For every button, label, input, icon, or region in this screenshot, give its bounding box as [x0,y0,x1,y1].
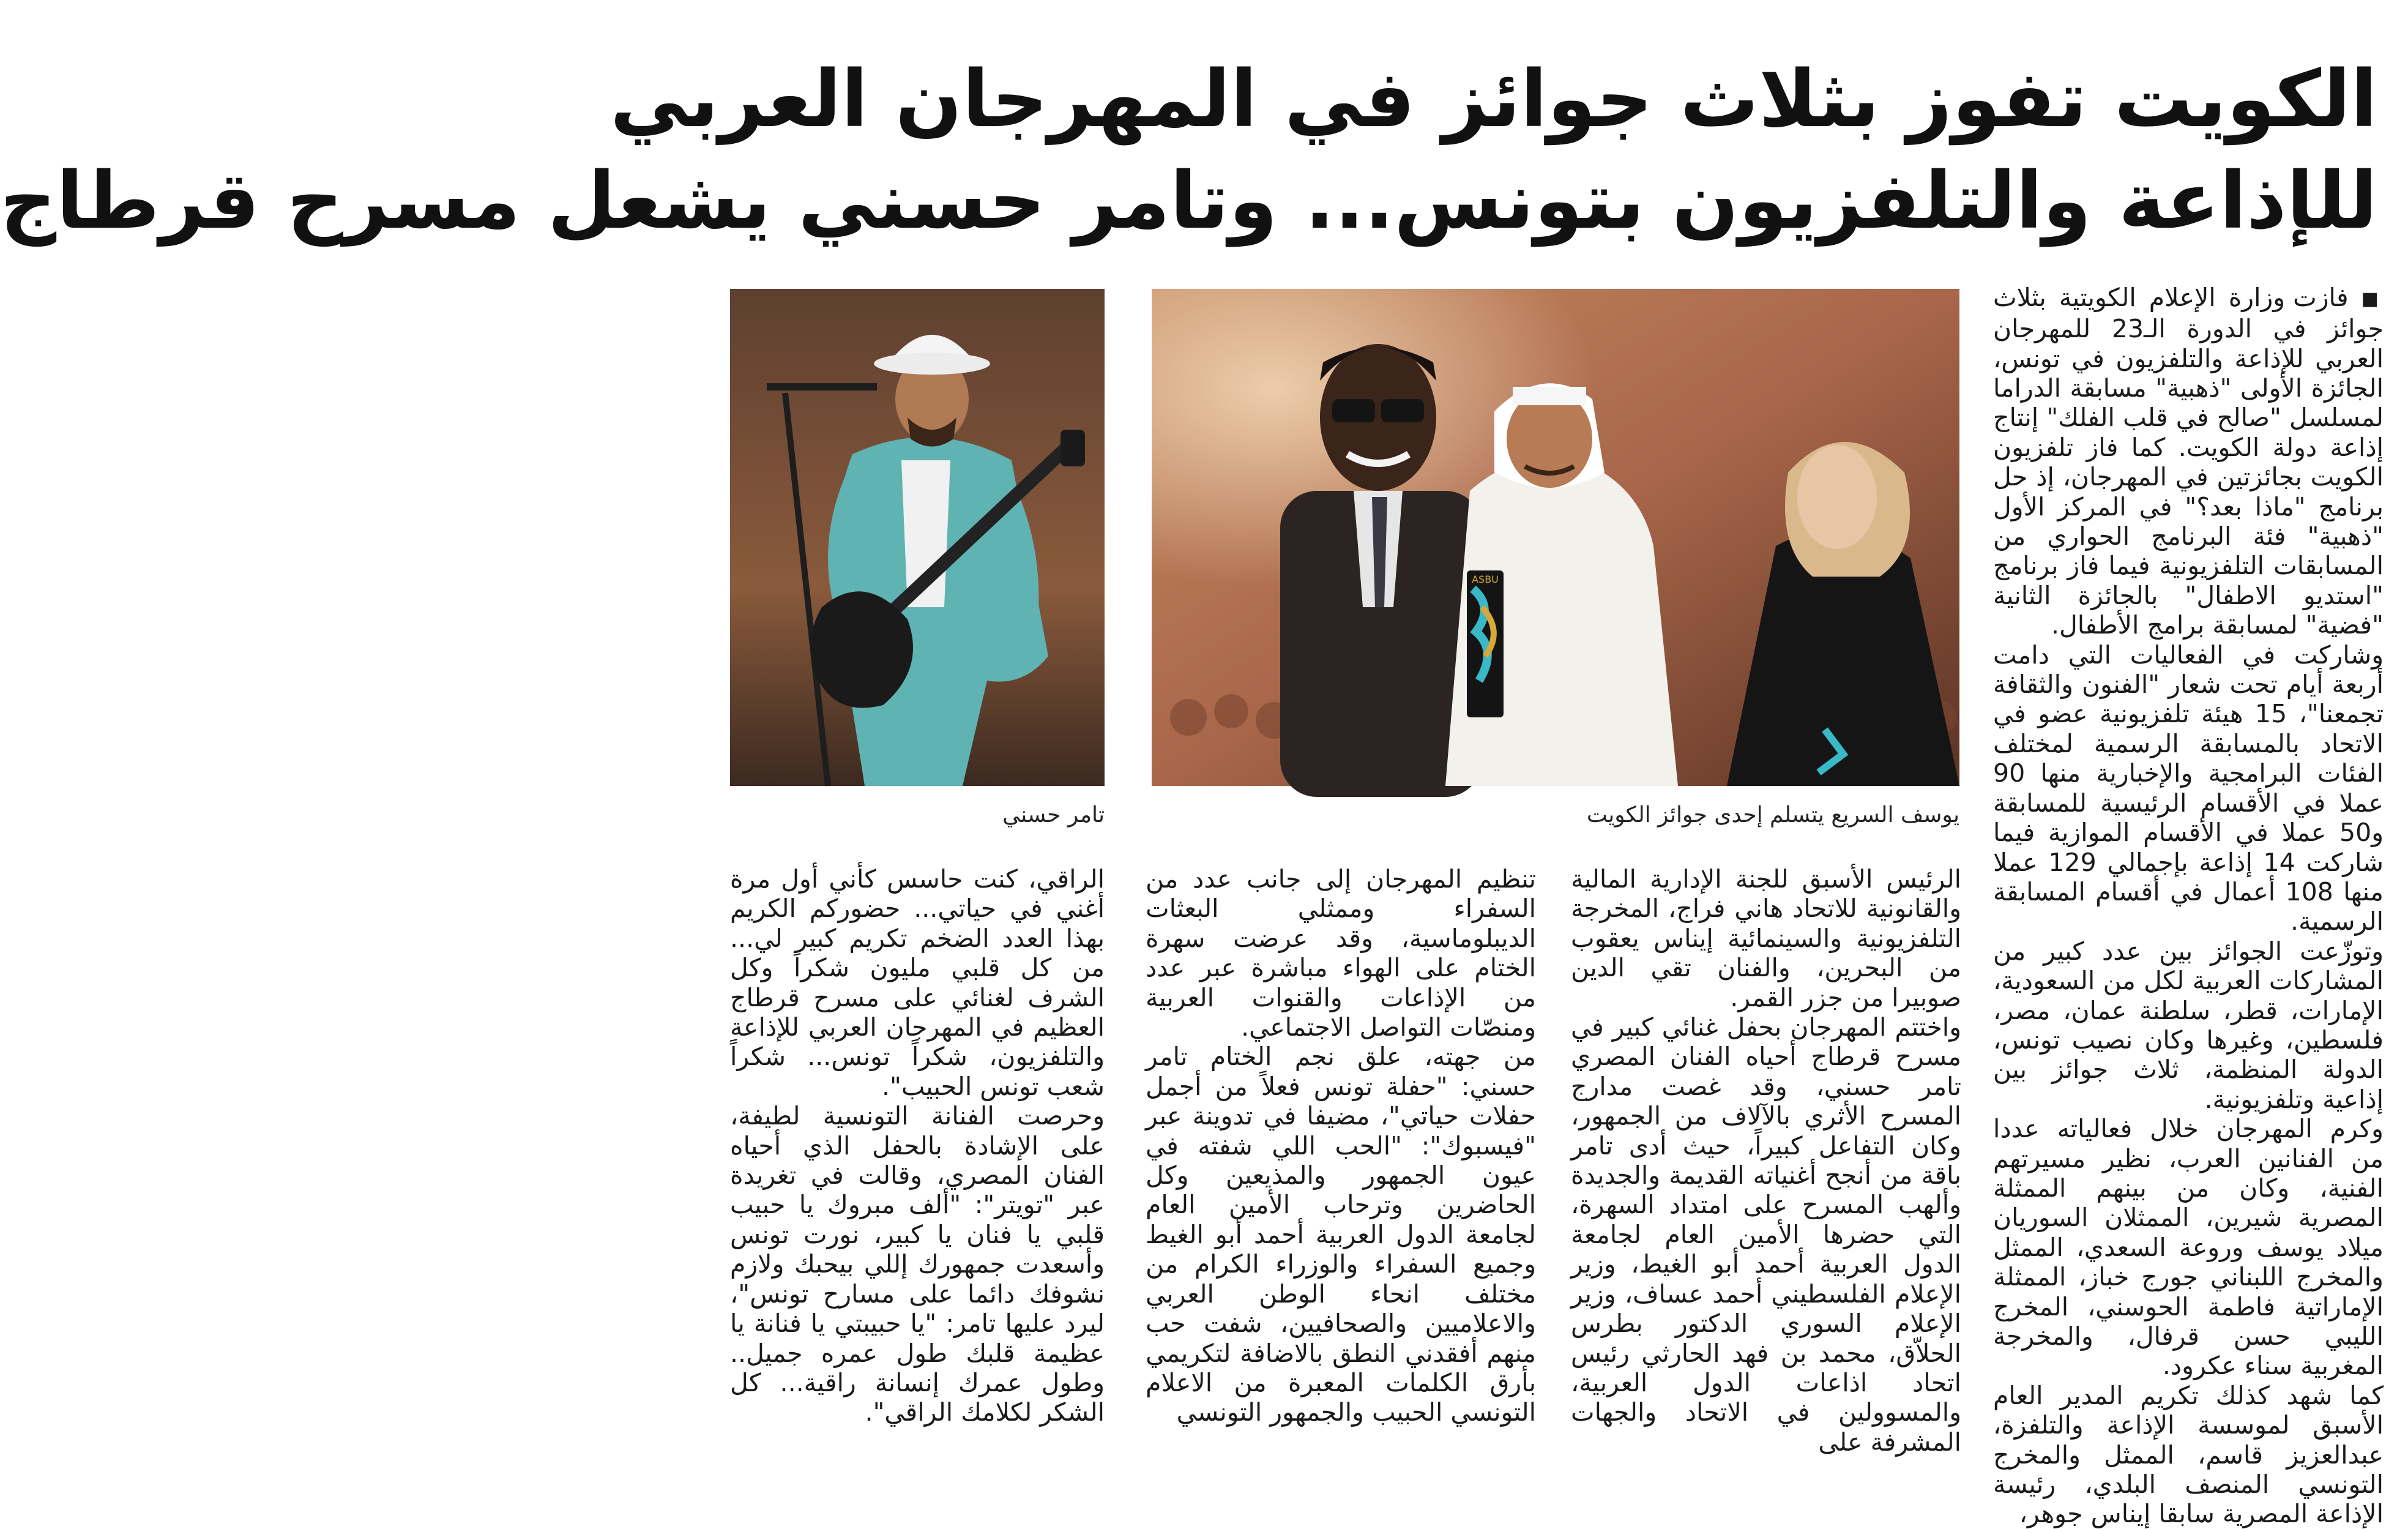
article-column-4 [730,864,1105,1427]
column-1-paragraph-1 [1993,283,2384,640]
award-photo-caption: يوسف السريع يتسلم إحدى جوائز الكويت [1586,802,1959,828]
column-1-paragraph-2: وشاركت في الفعاليات التي دامت أربعة أيام تحت شعار "الفنون والثقافة تجمعنا"، 15 هيئة تلفزيونية عضو في الاتحاد بالمسابقة الرسمية لمختلف الفئات البرامجية والإخبارية منها 90 عملا في الأقسام الرئيسية للمسابقة و50 عملا في الأقسام الموازية فيما شاركت 14 إذاعة بإجمالي 129 عملا منها 108 أعمال في أقسام المسابقة الرسمية. [1993,640,2384,936]
award-photo-image [1152,289,1959,786]
trophy-label: ASBU [1472,574,1499,585]
column-2-paragraph-2: واختتم المهرجان بحفل غنائي كبير في مسرح قرطاج أحياه الفنان المصري تامر حسني، وقد غصت مدارج المسرح الأثري بالآلاف من الجمهور، وكان التفاعل كبيراً، حيث أدى تامر باقة من أنجح أغنياته القديمة والجديدة وألهب المسرح على امتداد السهرة، التي حضرها الأمين العام لجامعة الدول العربية أحمد أبو الغيط، وزير الإعلام الفلسطيني أحمد عساف، وزير الإعلام السوري الدكتور بطرس الحلاّق، محمد بن فهد الحارثي رئيس اتحاد اذاعات الدول العربية، والمسوولين في الاتحاد والجهات المشرفة على [1571,1012,1961,1457]
column-2-paragraph-1: الرئيس الأسبق للجنة الإدارية المالية والقانونية للاتحاد هاني فراج، المخرجة التلفزيونية والسينمائية إيناس يعقوب من البحرين، والفنان تقي الدين صوبيرا من جزر القمر. [1571,864,1961,1012]
article-column-1 [1993,283,2384,1529]
column-1-paragraph-3: وتوزّعت الجوائز بين عدد كبير من المشاركات العربية لكل من السعودية، الإمارات، قطر، سلطنة عمان، مصر، فلسطين، وغيرها وكان نصيب تونس، الدولة المنظمة، ثلاث جوائز بين إذاعية وتلفزيونية. [1993,936,2384,1114]
column-1-paragraph-1-text: فازت وزارة الإعلام الكويتية بثلاث جوائز في الدورة الـ23 للمهرجان العربي للإذاعة والتلفزيون في تونس، الجائزة الأولى "ذهبية" مسابقة الدراما لمسلسل "صالح في قلب الفلك" إنتاج إذاعة دولة الكويت. كما فاز تلفزيون الكويت بجائزتين في المهرجان، إذ حل برنامج "ماذا بعد؟" في المركز الأول "ذهبية" فئة البرنامج الحواري من المسابقات التلفزيونية فيما فاز برنامج "استديو الاطفال" بالجائزة الثانية "فضية" لمسابقة برامج الأطفال. [1993,283,2384,640]
singer-photo [730,289,1105,786]
column-1-paragraph-5: كما شهد كذلك تكريم المدير العام الأسبق لموسسة الإذاعة والتلفزة، عبدالعزيز قاسم، الممثل والمخرج التونسي المنصف البلدي، رئيسة الإذاعة المصرية سابقا إيناس جوهر، [1993,1380,2384,1529]
headline-line-2: للإذاعة والتلفزيون بتونس... وتامر حسني يشعل مسرح قرطاج [0,155,2377,247]
column-3-paragraph-1: تنظيم المهرجان إلى جانب عدد من السفراء وممثلي البعثات الديبلوماسية، وقد عرضت سهرة الختام على الهواء مباشرة عبر عدد من الإذاعات والقنوات العربية ومنصّات التواصل الاجتماعي. [1146,864,1536,1042]
column-3-paragraph-2: من جهته، علق نجم الختام تامر حسني: "حفلة تونس فعلاً من أجمل حفلات حياتي"، مضيفا في تدوينة عبر "فيسبوك": "الحب اللي شفته في عيون الجمهور والمذيعين وكل الحاضرين وترحاب الأمين العام لجامعة الدول العربية أحمد أبو الغيط وجميع السفراء والوزراء الكرام من مختلف انحاء الوطن العربي والاعلاميين والصحافيين، شفت حب منهم أفقدني النطق بالاضافة لتكريمي بأرق الكلمات المعبرة من الاعلام التونسي الحبيب والجمهور التونسي [1146,1042,1536,1427]
column-1-paragraph-4: وكرم المهرجان خلال فعالياته عددا من الفنانين العرب، نظير مسيرتهم الفنية، وكان من بينهم الممثلة المصرية شيرين، الممثلان السوريان ميلاد يوسف وروعة السعدي، الممثل والمخرج اللبناني جورج خباز، الممثلة الإماراتية فاطمة الحوسني، المخرج الليبي حسن قرفال، والمخرجة المغربية سناء عكرود. [1993,1114,2384,1381]
article-column-2 [1571,864,1961,1457]
singer-photo-caption: تامر حسني [1002,802,1105,828]
article-column-3 [1146,864,1536,1427]
trophy [1467,570,1504,717]
headline-line-1: الكويت تفوز بثلاث جوائز في المهرجان العربي [610,54,2377,145]
column-4-paragraph-2: وحرصت الفنانة التونسية لطيفة، على الإشادة بالحفل الذي أحياه الفنان المصري، وقالت في تغريدة عبر "تويتر": "ألف مبروك يا حبيب قلبي يا فنان يا كبير، نورت تونس وأسعدت جمهورك إللي بيحبك ولازم نشوفك دائما على مسارح تونس"، ليرد عليها تامر: "يا حبيبتي يا فنانة يا عظيمة قلبك طول عمره جميل.. وطول عمرك إنسانة راقية... كل الشكر لكلامك الراقي". [730,1101,1105,1427]
award-photo [1152,289,1959,786]
column-4-paragraph-1: الراقي، كنت حاسس كأني أول مرة أغني في حياتي... حضوركم الكريم بهذا العدد الضخم تكريم كبير لي... من كل قلبي مليون شكراً وكل الشرف لغنائي على مسرح قرطاج العظيم في المهرجان العربي للإذاعة والتلفزيون، شكراً تونس... شكراً شعب تونس الحبيب". [730,864,1105,1101]
headline [0,49,2377,252]
singer-photo-image [730,289,1105,786]
bullet-square-icon: ■ [2361,288,2384,310]
